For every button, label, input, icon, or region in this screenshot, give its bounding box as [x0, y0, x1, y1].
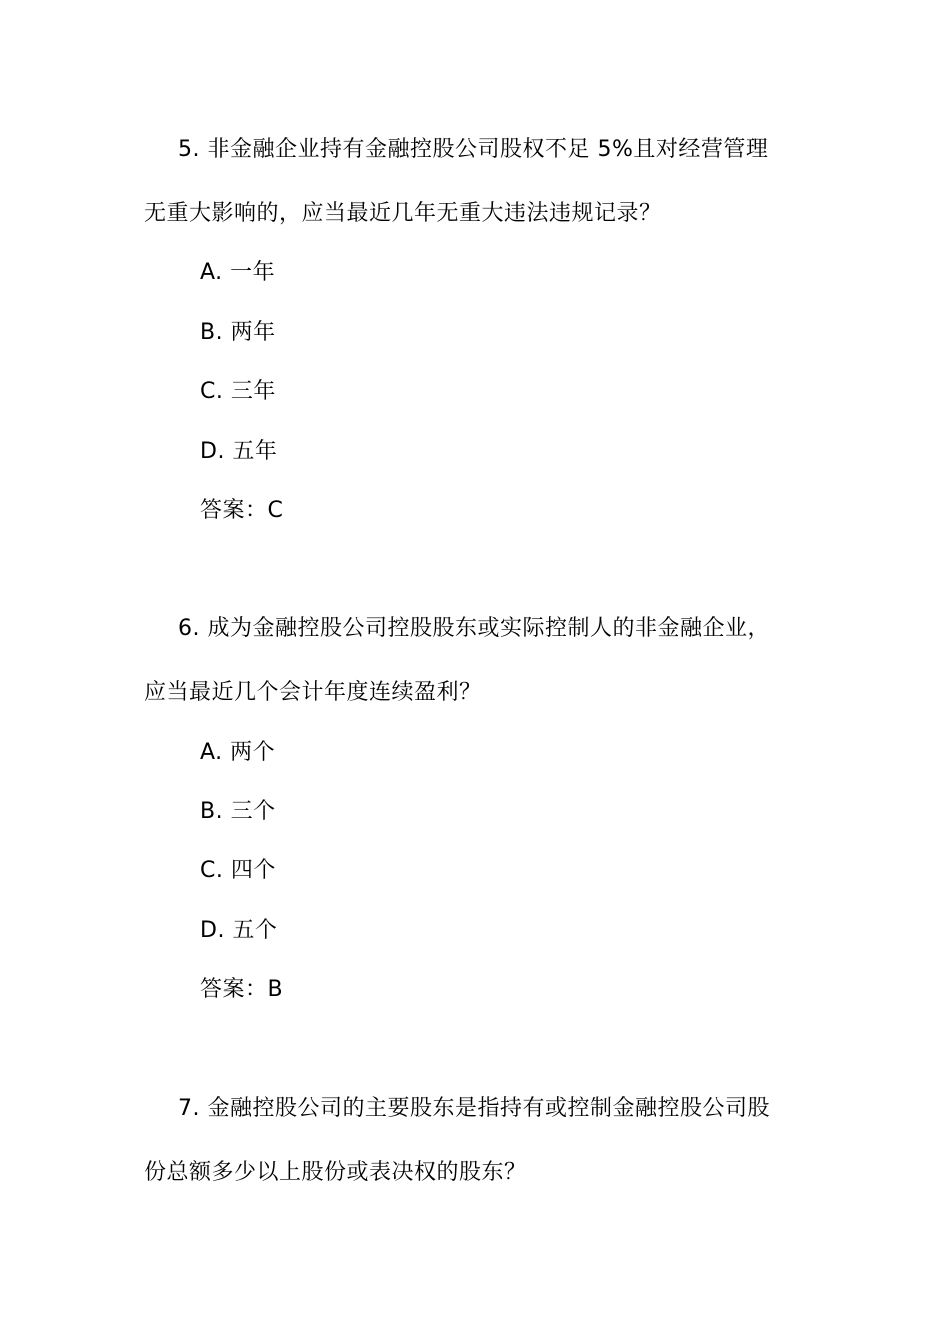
question-5-text-line-1: 5. 非金融企业持有金融控股公司股权不足 5%且对经营管理 [178, 137, 769, 162]
question-5-answer: 答案：C [200, 498, 284, 523]
question-7-text-line-1: 7. 金融控股公司的主要股东是指持有或控制金融控股公司股 [178, 1096, 770, 1121]
question-6-text-line-1: 6. 成为金融控股公司控股股东或实际控制人的非金融企业， [178, 616, 770, 641]
question-5-option-b: B. 两年 [200, 320, 276, 345]
question-6-option-c: C. 四个 [200, 858, 276, 883]
question-6-option-a: A. 两个 [200, 740, 276, 765]
question-5-option-a: A. 一年 [200, 260, 276, 285]
question-5-text-line-2: 无重大影响的，应当最近几年无重大违法违规记录？ [144, 201, 662, 226]
question-5-option-d: D. 五年 [200, 439, 278, 464]
question-7-text-line-2: 份总额多少以上股份或表决权的股东？ [144, 1160, 527, 1185]
question-5-option-c: C. 三年 [200, 379, 276, 404]
question-6-answer: 答案：B [200, 977, 284, 1002]
question-6-text-line-2: 应当最近几个会计年度连续盈利？ [144, 680, 482, 705]
question-6-option-d: D. 五个 [200, 918, 278, 943]
question-6-option-b: B. 三个 [200, 799, 276, 824]
